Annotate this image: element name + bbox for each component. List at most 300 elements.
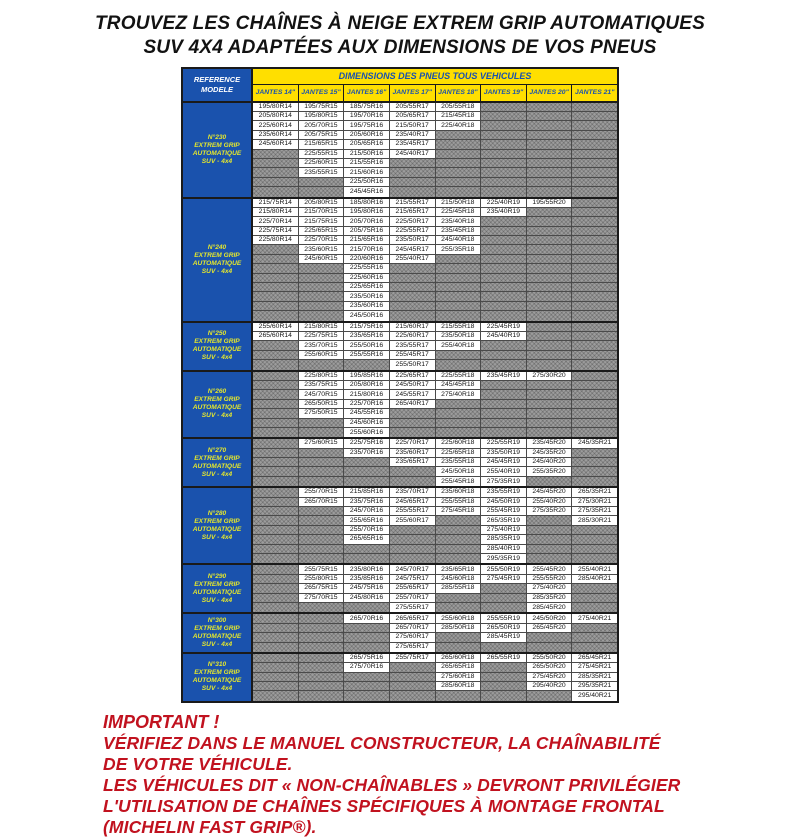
empty-cell [253,178,299,187]
empty-cell [572,400,617,409]
empty-cell [253,311,299,320]
tire-size-cell: 245/45R19 [481,458,527,467]
tire-size-cell: 215/70R15 [299,208,345,217]
tire-size-cell: 265/65R17 [390,614,436,623]
tire-size-cell: 205/80R16 [344,381,390,390]
tire-size-cell: 235/45R17 [390,140,436,149]
tire-size-cell: 235/45R20 [527,439,573,448]
tire-size-cell: 245/60R18 [436,575,482,584]
empty-cell [436,150,482,159]
empty-cell [527,545,573,554]
empty-cell [299,449,345,458]
tire-size-cell: 255/55R20 [527,575,573,584]
tire-size-cell: 245/70R16 [344,507,390,516]
tire-size-cell: 285/35R20 [527,594,573,603]
empty-cell [253,516,299,525]
empty-cell [299,633,345,642]
empty-cell [572,332,617,341]
empty-cell [253,419,299,428]
tire-size-cell: 225/80R14 [253,236,299,245]
empty-cell [299,419,345,428]
empty-cell [572,526,617,535]
table-row [253,673,617,682]
tire-size-cell: 245/75R16 [344,584,390,593]
empty-cell [436,419,482,428]
table-row [253,264,617,273]
rim-size-column-header: JANTES 18" [436,85,482,101]
tire-size-cell: 275/35R21 [572,507,617,516]
tire-size-cell: 215/75R16 [344,323,390,332]
model-label-line: SUV - 4x4 [201,596,233,604]
empty-cell [572,428,617,437]
empty-cell [344,545,390,554]
empty-cell [390,409,436,418]
empty-cell [253,691,299,700]
empty-cell [253,390,299,399]
empty-cell [299,274,345,283]
tire-size-cell: 285/45R19 [481,633,527,642]
empty-cell [527,477,573,486]
empty-cell [527,236,573,245]
empty-cell [253,428,299,437]
empty-cell [299,554,345,563]
empty-cell [253,654,299,663]
table-row [253,150,617,159]
empty-cell [299,603,345,612]
empty-cell [572,159,617,168]
tire-size-cell: 275/50R15 [299,409,345,418]
empty-cell [253,449,299,458]
table-row [253,467,617,476]
empty-cell [436,535,482,544]
model-label-line: AUTOMATIQUE [192,346,242,354]
tire-size-cell: 265/60R14 [253,332,299,341]
tire-size-cell: 225/55R15 [299,150,345,159]
tire-size-cell: 255/65R17 [390,584,436,593]
empty-cell [436,428,482,437]
empty-cell [572,360,617,369]
empty-cell [344,458,390,467]
empty-cell [253,381,299,390]
tire-size-cell: 215/45R18 [436,112,482,121]
tire-size-cell: 205/65R16 [344,140,390,149]
table-row [253,624,617,633]
tire-size-cell: 255/35R18 [436,245,482,254]
empty-cell [527,227,573,236]
table-row [253,477,617,486]
tire-size-cell: 255/75R17 [390,654,436,663]
table-row [253,526,617,535]
model-label-line: N°270 [207,446,227,454]
empty-cell [253,526,299,535]
empty-cell [481,603,527,612]
empty-cell [527,419,573,428]
empty-cell [253,545,299,554]
empty-cell [481,409,527,418]
important-notice [103,712,740,838]
tire-size-cell: 195/85R16 [344,372,390,381]
model-label-line: N°240 [207,243,227,251]
empty-cell [299,545,345,554]
empty-cell [481,236,527,245]
empty-cell [527,643,573,652]
empty-cell [572,311,617,320]
empty-cell [481,274,527,283]
tire-size-cell: 205/70R16 [344,217,390,226]
empty-cell [390,292,436,301]
empty-cell [572,584,617,593]
empty-cell [572,302,617,311]
empty-cell [299,360,345,369]
empty-cell [527,409,573,418]
empty-cell [299,292,345,301]
tire-size-cell: 255/70R15 [299,488,345,497]
model-label [183,654,253,701]
empty-cell [390,428,436,437]
tire-size-cell: 235/45R19 [481,372,527,381]
empty-cell [481,428,527,437]
tire-size-cell: 215/55R17 [390,199,436,208]
empty-cell [572,372,617,381]
tire-size-cell: 255/60R15 [299,351,345,360]
tire-size-cell: 245/60R14 [253,140,299,149]
table-row [253,682,617,691]
table-row [253,390,617,399]
table-row [253,603,617,612]
tire-size-cell: 235/40R19 [481,208,527,217]
empty-cell [527,351,573,360]
empty-cell [436,351,482,360]
table-row [253,372,617,381]
tire-size-cell: 275/40R19 [481,526,527,535]
empty-cell [344,360,390,369]
tire-size-cell: 235/70R16 [344,449,390,458]
tire-size-cell: 275/40R18 [436,390,482,399]
tire-size-cell: 215/75R14 [253,199,299,208]
empty-cell [299,477,345,486]
empty-cell [344,477,390,486]
empty-cell [481,381,527,390]
tire-size-cell: 285/55R18 [436,584,482,593]
table-row [253,178,617,187]
table-row [253,554,617,563]
table-row [253,545,617,554]
tire-size-cell: 255/50R20 [527,654,573,663]
tire-size-cell: 225/60R18 [436,439,482,448]
tire-size-cell: 245/40R17 [390,150,436,159]
empty-cell [299,458,345,467]
table-row [253,360,617,369]
tire-size-cell: 245/70R15 [299,390,345,399]
empty-cell [253,594,299,603]
table-row [253,575,617,584]
model-label-line: EXTREM GRIP [194,251,240,259]
tire-size-cell: 225/55R16 [344,264,390,273]
rim-size-column-header: JANTES 17" [390,85,436,101]
tire-size-cell: 255/70R17 [390,594,436,603]
table-row [253,419,617,428]
tire-size-cell: 215/50R18 [436,199,482,208]
empty-cell [344,691,390,700]
empty-cell [390,264,436,273]
empty-cell [390,178,436,187]
tire-size-cell: 235/60R18 [436,488,482,497]
table-row [253,236,617,245]
empty-cell [481,283,527,292]
empty-cell [572,449,617,458]
empty-cell [253,603,299,612]
empty-cell [527,400,573,409]
model-block [183,197,617,321]
tire-size-cell: 245/55R17 [390,390,436,399]
tire-size-cell: 275/45R21 [572,663,617,672]
table-row [253,274,617,283]
empty-cell [299,654,345,663]
tire-size-cell: 265/45R21 [572,654,617,663]
empty-cell [527,255,573,264]
tire-size-cell: 265/60R18 [436,654,482,663]
empty-cell [481,131,527,140]
table-row [253,168,617,177]
empty-cell [572,390,617,399]
model-block [183,612,617,652]
empty-cell [572,236,617,245]
tire-size-cell: 285/50R18 [436,624,482,633]
empty-cell [436,594,482,603]
empty-cell [253,477,299,486]
tire-size-cell: 225/70R17 [390,439,436,448]
empty-cell [572,103,617,112]
model-label-line: N°280 [207,509,227,517]
empty-cell [527,691,573,700]
empty-cell [253,159,299,168]
empty-cell [481,311,527,320]
tire-size-cell: 255/40R20 [527,498,573,507]
tire-size-cell: 225/60R15 [299,159,345,168]
model-label-line: SUV - 4x4 [201,157,233,165]
reference-header-line2: MODELE [200,84,234,94]
empty-cell [390,663,436,672]
model-label-line: EXTREM GRIP [194,517,240,525]
empty-cell [436,140,482,149]
table-row [253,227,617,236]
empty-cell [344,673,390,682]
tire-size-cell: 255/35R20 [527,467,573,476]
tire-size-cell: 255/65R16 [344,516,390,525]
model-label [183,565,253,612]
empty-cell [572,131,617,140]
tire-size-cell: 265/50R19 [481,624,527,633]
tire-size-cell: 235/75R15 [299,381,345,390]
empty-cell [344,554,390,563]
empty-cell [299,516,345,525]
tire-size-cell: 255/80R15 [299,575,345,584]
empty-cell [299,178,345,187]
tire-size-cell: 215/50R17 [390,121,436,130]
empty-cell [481,292,527,301]
notice-line: DE VOTRE VÉHICULE. [103,753,293,774]
empty-cell [253,400,299,409]
model-label-line: AUTOMATIQUE [192,404,242,412]
empty-cell [527,187,573,196]
tire-size-cell: 225/50R16 [344,178,390,187]
empty-cell [436,274,482,283]
empty-cell [527,516,573,525]
tire-size-cell: 225/80R15 [299,372,345,381]
empty-cell [572,112,617,121]
tire-size-cell: 235/55R19 [481,488,527,497]
tire-size-cell: 245/35R21 [572,439,617,448]
empty-cell [527,121,573,130]
tire-size-cell: 255/45R17 [390,351,436,360]
table-row [253,103,617,112]
empty-cell [481,140,527,149]
tire-size-cell: 255/60R16 [344,428,390,437]
empty-cell [253,409,299,418]
empty-cell [390,545,436,554]
empty-cell [436,516,482,525]
tire-size-cell: 205/75R16 [344,227,390,236]
tire-size-cell: 215/55R18 [436,323,482,332]
empty-cell [481,168,527,177]
model-block [183,563,617,612]
tire-size-cell: 215/50R16 [344,150,390,159]
empty-cell [572,121,617,130]
empty-cell [527,103,573,112]
tire-size-cell: 215/60R16 [344,168,390,177]
empty-cell [299,264,345,273]
model-label-line: EXTREM GRIP [194,141,240,149]
tire-size-cell: 215/80R16 [344,390,390,399]
model-label-line: SUV - 4x4 [201,267,233,275]
empty-cell [481,159,527,168]
empty-cell [527,217,573,226]
empty-cell [253,488,299,497]
rim-size-header-row [253,85,617,101]
empty-cell [527,633,573,642]
tire-size-cell: 265/35R21 [572,488,617,497]
tire-size-cell: 225/55R17 [390,227,436,236]
tire-size-cell: 195/70R16 [344,112,390,121]
empty-cell [436,409,482,418]
empty-cell [436,131,482,140]
tire-size-cell: 235/65R18 [436,565,482,574]
tire-size-cell: 245/45R18 [436,381,482,390]
empty-cell [390,554,436,563]
tire-size-cell: 285/40R21 [572,575,617,584]
empty-cell [572,227,617,236]
empty-cell [481,227,527,236]
tire-size-cell: 245/35R20 [527,449,573,458]
empty-cell [299,428,345,437]
model-label [183,488,253,563]
tire-size-cell: 225/75R14 [253,227,299,236]
tire-size-cell: 275/60R15 [299,439,345,448]
empty-cell [572,545,617,554]
model-block [183,370,617,438]
empty-cell [344,643,390,652]
table-row [253,594,617,603]
tire-size-cell: 265/35R19 [481,516,527,525]
tire-size-cell: 245/40R20 [527,458,573,467]
tire-size-cell: 235/60R15 [299,245,345,254]
empty-cell [253,554,299,563]
tire-size-cell: 235/55R15 [299,168,345,177]
tire-size-cell: 235/55R17 [390,341,436,350]
tire-size-cell: 255/45R19 [481,507,527,516]
model-label-line: SUV - 4x4 [201,685,233,693]
tire-size-cell: 245/40R18 [436,236,482,245]
model-label-line: N°310 [207,661,227,669]
tire-size-cell: 255/45R18 [436,477,482,486]
empty-cell [436,554,482,563]
tire-size-cell: 235/60R14 [253,131,299,140]
page-title [0,12,800,61]
tire-size-cell: 225/45R19 [481,323,527,332]
empty-cell [527,168,573,177]
empty-cell [390,159,436,168]
empty-cell [572,458,617,467]
empty-cell [436,292,482,301]
empty-cell [299,187,345,196]
table-row [253,283,617,292]
tire-size-cell: 245/45R16 [344,187,390,196]
empty-cell [390,187,436,196]
empty-cell [572,624,617,633]
tire-size-cell: 265/50R15 [299,400,345,409]
empty-cell [253,584,299,593]
model-label-line: N°230 [207,133,227,141]
empty-cell [481,351,527,360]
empty-cell [436,643,482,652]
table-row [253,400,617,409]
tire-size-cell: 235/55R18 [436,458,482,467]
empty-cell [253,614,299,623]
tire-size-cell: 245/75R17 [390,575,436,584]
tire-size-cell: 255/40R18 [436,341,482,350]
tire-size-cell: 285/60R18 [436,682,482,691]
empty-cell [253,245,299,254]
table-row [253,565,617,574]
tire-size-cell: 205/60R16 [344,131,390,140]
empty-cell [527,381,573,390]
tire-size-cell: 245/55R16 [344,409,390,418]
empty-cell [527,159,573,168]
empty-cell [299,691,345,700]
empty-cell [572,168,617,177]
tire-size-cell: 220/60R16 [344,255,390,264]
table-row [253,302,617,311]
tire-size-cell: 265/75R15 [299,584,345,593]
tire-size-cell: 235/65R16 [344,332,390,341]
tire-size-cell: 235/50R16 [344,292,390,301]
tire-size-cell: 265/65R18 [436,663,482,672]
empty-cell [436,545,482,554]
tire-size-cell: 235/50R17 [390,236,436,245]
table-row [253,351,617,360]
model-label-line: AUTOMATIQUE [192,259,242,267]
table-row [253,208,617,217]
empty-cell [481,217,527,226]
empty-cell [436,633,482,642]
tire-size-cell: 225/60R14 [253,121,299,130]
tire-size-cell: 205/55R18 [436,103,482,112]
tire-size-cell: 275/30R21 [572,498,617,507]
empty-cell [481,264,527,273]
tire-size-cell: 215/60R17 [390,323,436,332]
tire-size-cell: 235/45R18 [436,227,482,236]
empty-cell [253,673,299,682]
